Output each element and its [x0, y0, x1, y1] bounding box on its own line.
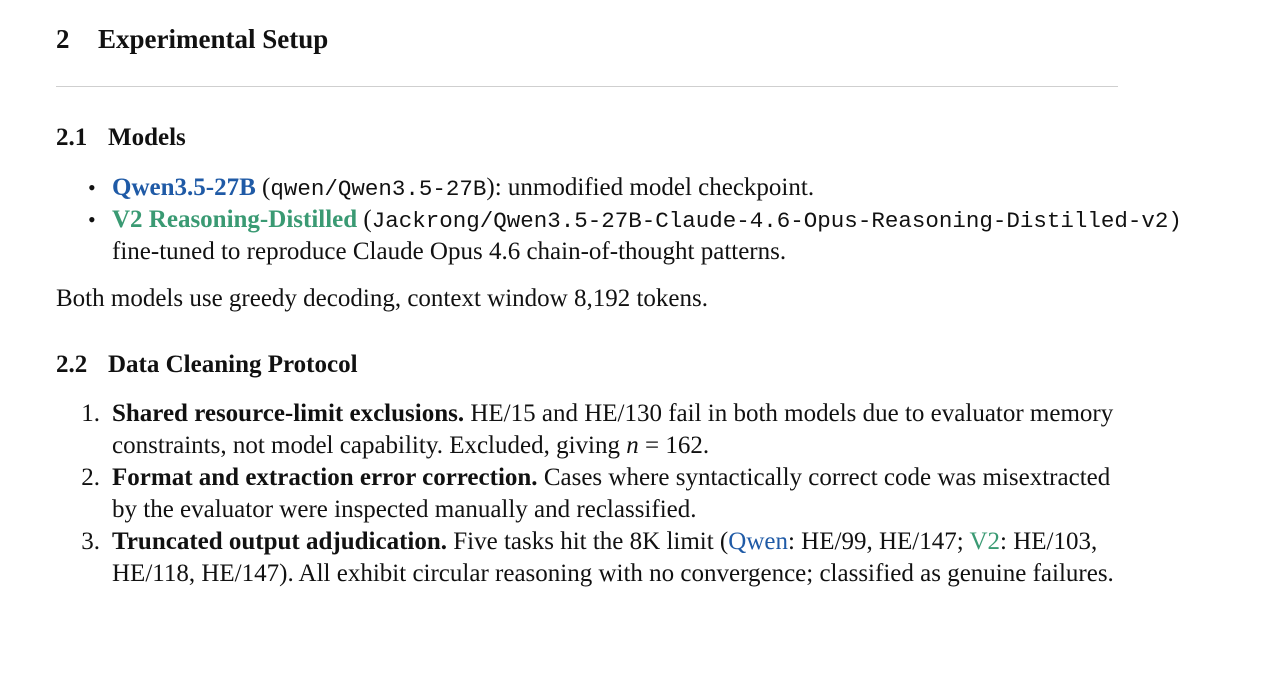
item-text: HE/15 and HE/130 fail in both models due to evaluator memory	[464, 400, 1114, 427]
list-item-continuation: by the evaluator were inspected manually and reclassified.	[112, 496, 697, 523]
list-item-qwen	[112, 172, 814, 205]
item-text: Cases where syntactically correct code was misextracted	[537, 464, 1111, 491]
bullet-icon: •	[88, 175, 96, 200]
model-name-v2: V2 Reasoning-Distilled	[112, 206, 358, 233]
list-item	[112, 462, 1110, 494]
list-item	[112, 398, 1113, 430]
item-title: Truncated output adjudication.	[112, 528, 448, 555]
subsection-number: 2.2	[56, 351, 88, 378]
item-text: : HE/103,	[1000, 528, 1098, 555]
paren-open: (	[255, 174, 271, 201]
list-item	[112, 526, 1097, 558]
paren-close: )	[486, 174, 495, 201]
list-marker: 2.	[81, 464, 100, 491]
list-marker: 3.	[81, 528, 100, 555]
item-text: : HE/99, HE/147;	[787, 528, 970, 555]
math-variable: n	[626, 432, 639, 459]
section-heading	[56, 24, 328, 55]
item-text: Five tasks hit the 8K limit (	[447, 528, 729, 555]
qwen-label: Qwen	[728, 528, 788, 555]
model-code-v2: Jackrong/Qwen3.5-27B-Claude-4.6-Opus-Reasoning-Distilled-v2)	[371, 208, 1182, 234]
model-code-qwen: qwen/Qwen3.5-27B	[270, 176, 487, 202]
list-marker: 1.	[81, 400, 100, 427]
section-title: Experimental Setup	[98, 24, 329, 54]
paren-open: (	[357, 206, 372, 233]
subsection-number: 2.1	[56, 124, 88, 151]
subsection-heading-models	[56, 124, 186, 152]
subsection-title: Data Cleaning Protocol	[108, 351, 358, 378]
item-title: Format and extraction error correction.	[112, 464, 538, 491]
item-text: constraints, not model capability. Excluded, giving	[112, 432, 627, 459]
section-number: 2	[56, 24, 70, 54]
list-item-v2	[112, 204, 1182, 237]
list-item-continuation	[112, 430, 709, 462]
horizontal-rule	[56, 86, 1118, 87]
model-desc-qwen: : unmodified model checkpoint.	[494, 174, 815, 201]
v2-label: V2	[969, 528, 1001, 555]
model-desc-v2: fine-tuned to reproduce Claude Opus 4.6 chain-of-thought patterns.	[112, 238, 787, 265]
math-expression: = 162.	[638, 432, 710, 459]
models-note: Both models use greedy decoding, context window 8,192 tokens.	[56, 285, 708, 312]
subsection-heading-cleaning	[56, 351, 358, 379]
bullet-icon: •	[88, 207, 96, 232]
list-item-continuation: HE/118, HE/147). All exhibit circular reasoning with no convergence; classified as genuine failures.	[112, 560, 1114, 587]
subsection-title: Models	[108, 124, 186, 151]
model-name-qwen: Qwen3.5-27B	[112, 174, 256, 201]
item-title: Shared resource-limit exclusions.	[112, 400, 465, 427]
